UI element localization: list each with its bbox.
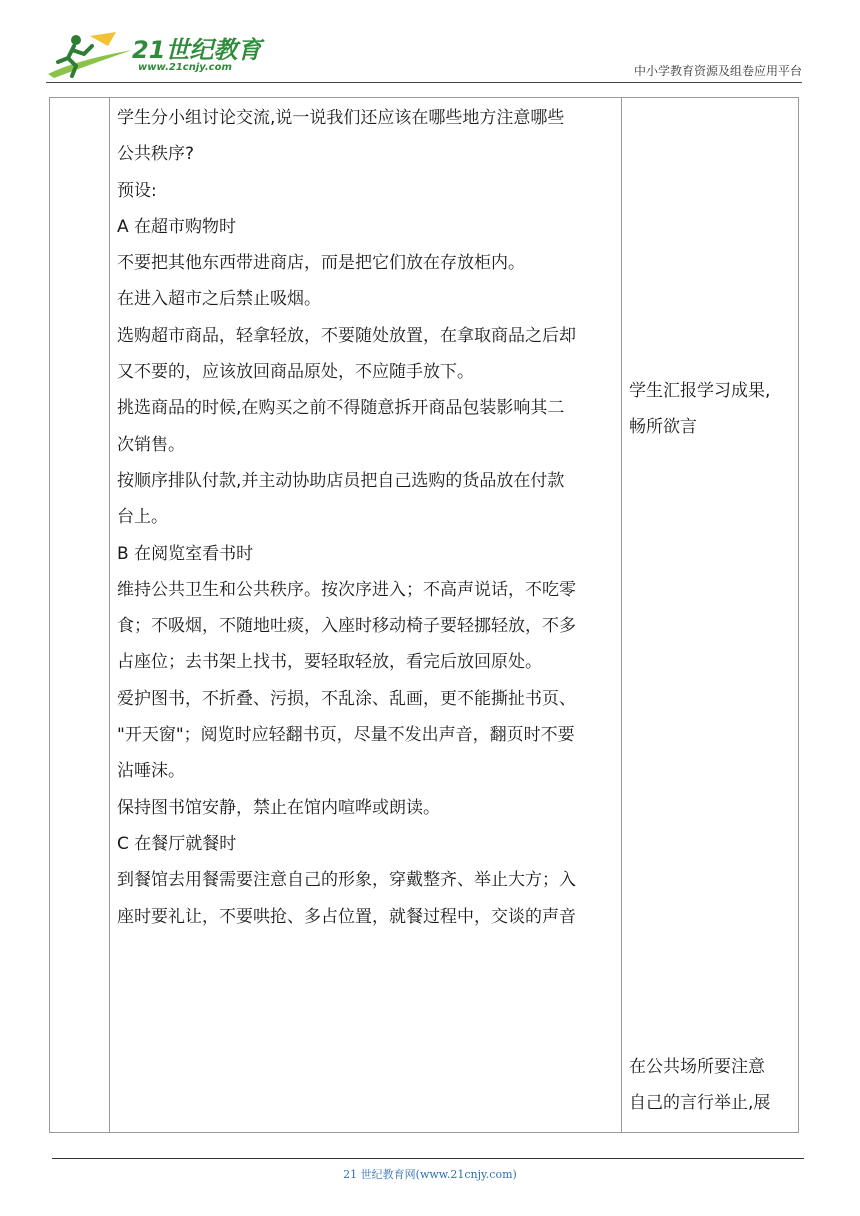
student-activity-line: 学生汇报学习成果,	[629, 381, 771, 401]
text-line: 不要把其他东西带进商店，而是把它们放在存放柜内。	[117, 253, 525, 274]
footer-divider	[52, 1158, 804, 1159]
logo-text: 21世纪教育	[132, 36, 262, 64]
lesson-table	[49, 97, 799, 1133]
text-line: 次销售。	[117, 434, 185, 455]
text-line: 在进入超市之后禁止吸烟。	[117, 289, 321, 310]
page-header	[0, 0, 860, 90]
text-line: 公共秩序?	[117, 144, 195, 165]
text-line: 挑选商品的时候,在购买之前不得随意拆开商品包装影响其二	[117, 398, 565, 419]
text-line: 学生分小组讨论交流,说一说我们还应该在哪些地方注意哪些	[117, 108, 565, 128]
text-line: 食；不吸烟，不随地吐痰，入座时移动椅子要轻挪轻放，不多	[117, 616, 576, 637]
student-activity-cell	[629, 373, 799, 446]
design-intent-cell	[629, 1049, 799, 1122]
text-line: 维持公共卫生和公共秩序。按次序进入；不高声说话，不吃零	[117, 579, 576, 600]
text-line: 爱护图书，不折叠、污损，不乱涂、乱画，更不能撕扯书页、	[117, 688, 576, 709]
text-line: 占座位；去书架上找书，要轻取轻放，看完后放回原处。	[117, 652, 542, 673]
teaching-activity-cell	[117, 100, 619, 935]
text-line: 保持图书馆安静，禁止在馆内喧哗或朗读。	[117, 797, 440, 818]
text-line: 座时要礼让，不要哄抢、多占位置，就餐过程中，交谈的声音	[117, 906, 576, 927]
text-line: 到餐馆去用餐需要注意自己的形象，穿戴整齐、举止大方；入	[117, 870, 576, 891]
text-line: 按顺序排队付款,并主动协助店员把自己选购的货品放在付款	[117, 470, 565, 491]
text-line: 台上。	[117, 507, 168, 528]
table-column-divider	[109, 98, 110, 1132]
text-line: 预设:	[117, 180, 157, 201]
runner-logo-icon	[46, 30, 136, 80]
footer-text: 21 世纪教育网(www.21cnjy.com)	[343, 1168, 517, 1181]
site-logo	[46, 30, 266, 80]
text-line: C 在餐厅就餐时	[117, 833, 237, 854]
platform-name: 中小学教育资源及组卷应用平台	[633, 64, 802, 78]
text-line: "开天窗"；阅览时应轻翻书页，尽量不发出声音，翻页时不要	[117, 725, 575, 746]
header-divider	[46, 82, 802, 83]
text-line: B 在阅览室看书时	[117, 543, 254, 564]
text-line: 又不要的，应该放回商品原处，不应随手放下。	[117, 362, 474, 383]
text-line: 选购超市商品，轻拿轻放，不要随处放置，在拿取商品之后却	[117, 325, 576, 346]
student-activity-line: 畅所欲言	[629, 417, 697, 438]
text-line: 沾唾沫。	[117, 761, 185, 782]
logo-url: www.21cnjy.com	[138, 62, 232, 73]
text-line: A 在超市购物时	[117, 216, 237, 237]
design-intent-line: 在公共场所要注意	[629, 1057, 765, 1077]
table-column-divider	[621, 98, 622, 1132]
design-intent-line: 自己的言行举止,展	[629, 1093, 771, 1114]
